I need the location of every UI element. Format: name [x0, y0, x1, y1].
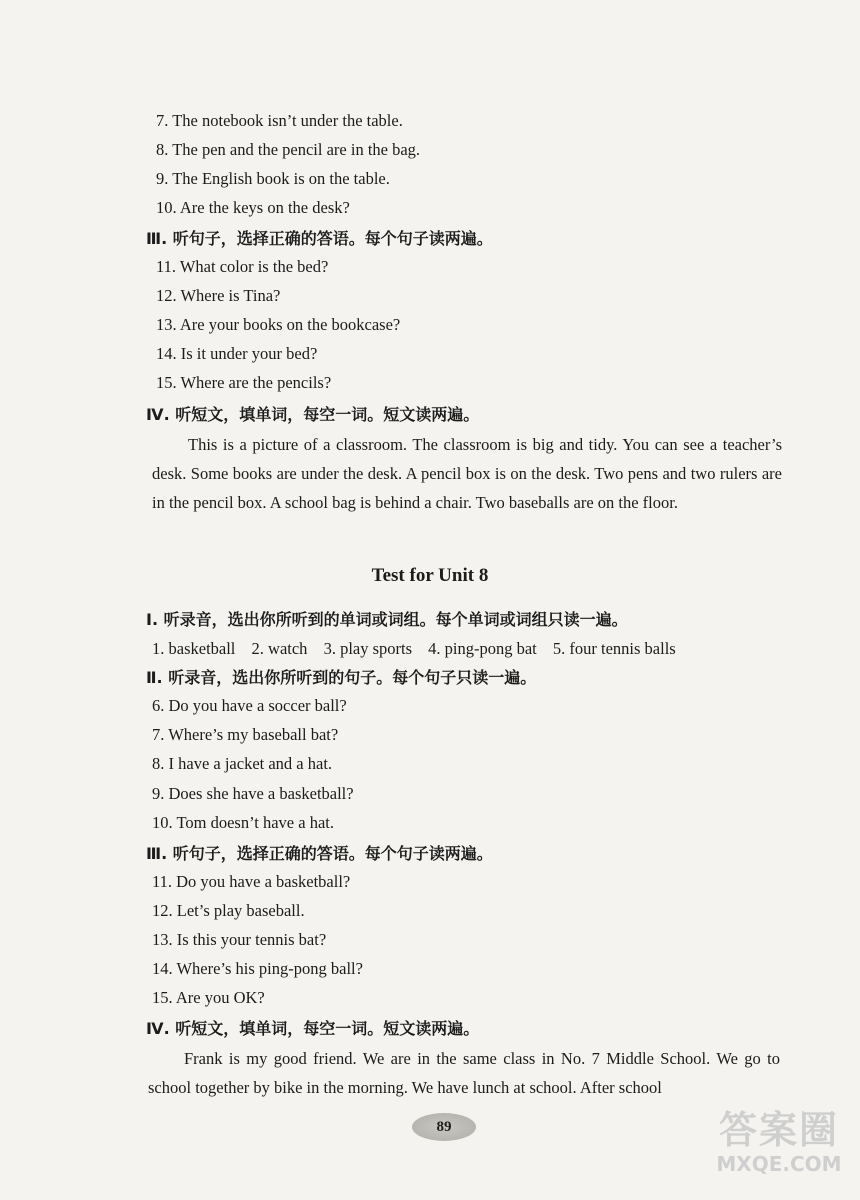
- frank-passage: Frank is my good friend. We are in the same class in No. 7 Middle School. We go to school together by bike in the morning. We have lunch at school. After school: [148, 1049, 780, 1097]
- unit8-item-12: 12. Let’s play baseball.: [152, 901, 305, 920]
- unit8-item-15: 15. Are you OK?: [152, 988, 265, 1007]
- unit-8-title: Test for Unit 8: [371, 565, 489, 586]
- option-1: 1. basketball: [152, 639, 236, 658]
- option-5: 5. four tennis balls: [552, 639, 676, 658]
- option-3: 3. play sports: [323, 639, 413, 658]
- item-11: 11. What color is the bed?: [156, 257, 329, 276]
- unit8-item-7: 7. Where’s my baseball bat?: [152, 725, 339, 744]
- watermark-url: MXQE.COM: [716, 1152, 842, 1176]
- item-10: 10. Are the keys on the desk?: [156, 198, 350, 217]
- classroom-passage: This is a picture of a classroom. The classroom is big and tidy. You can see a teacher’s desk. Some books are under the desk. A pencil box is on the desk. Two pens and two rulers are in the pencil box. A school bag is behind a chair. Two baseballs are on the floor.: [152, 435, 782, 512]
- watermark-text: 答案圈: [718, 1108, 839, 1152]
- unit8-item-14: 14. Where’s his ping-pong ball?: [152, 959, 363, 978]
- unit8-item-6: 6. Do you have a soccer ball?: [152, 696, 347, 715]
- unit8-section-4-heading: Ⅳ. 听短文，填单词，每空一词。短文读两遍。: [146, 1019, 480, 1038]
- section-4-heading: Ⅳ. 听短文，填单词，每空一词。短文读两遍。: [146, 405, 480, 424]
- watermark-logo: [704, 1108, 854, 1198]
- item-9: 9. The English book is on the table.: [156, 169, 390, 188]
- unit8-item-9: 9. Does she have a basketball?: [152, 784, 354, 803]
- unit8-section-1-heading: Ⅰ. 听录音，选出你所听到的单词或词组。每个单词或词组只读一遍。: [146, 610, 628, 629]
- option-4: 4. ping-pong bat: [428, 639, 537, 658]
- page-number: 89: [412, 1113, 476, 1141]
- unit8-section-3-heading: Ⅲ. 听句子，选择正确的答语。每个句子读两遍。: [146, 844, 493, 863]
- unit8-item-10: 10. Tom doesn’t have a hat.: [152, 813, 334, 832]
- item-15: 15. Where are the pencils?: [156, 373, 332, 392]
- item-14: 14. Is it under your bed?: [156, 344, 318, 363]
- unit8-item-8: 8. I have a jacket and a hat.: [152, 754, 333, 773]
- unit8-section-2-heading: Ⅱ. 听录音，选出你所听到的句子。每个句子只读一遍。: [146, 668, 537, 687]
- word-options: [152, 638, 688, 660]
- item-7: 7. The notebook isn’t under the table.: [156, 111, 403, 130]
- option-2: 2. watch: [251, 639, 308, 658]
- section-3-heading: Ⅲ. 听句子，选择正确的答语。每个句子读两遍。: [146, 229, 493, 248]
- unit8-item-13: 13. Is this your tennis bat?: [152, 930, 327, 949]
- item-13: 13. Are your books on the bookcase?: [156, 315, 401, 334]
- unit8-item-11: 11. Do you have a basketball?: [152, 872, 351, 891]
- item-12: 12. Where is Tina?: [156, 286, 281, 305]
- item-8: 8. The pen and the pencil are in the bag.: [156, 140, 421, 159]
